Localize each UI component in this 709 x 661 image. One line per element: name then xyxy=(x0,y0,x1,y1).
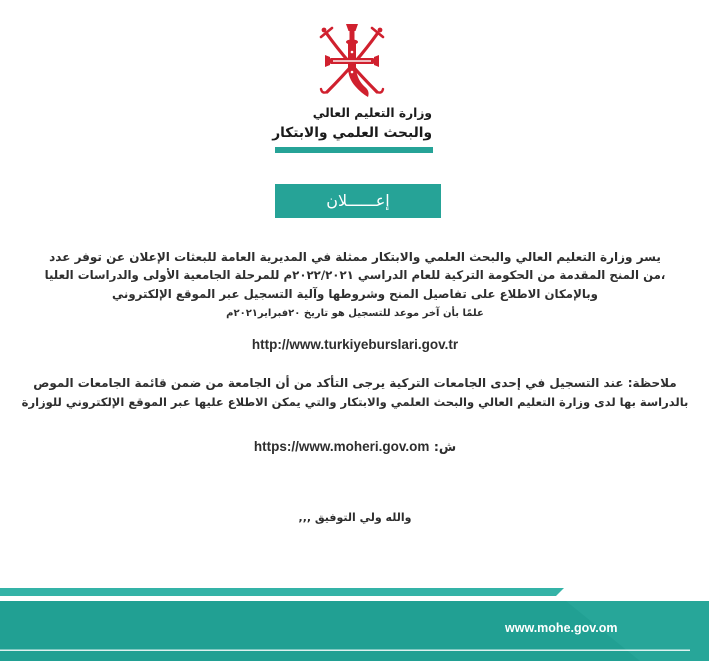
announcement-title-banner xyxy=(275,184,441,218)
ministry-site-prefix: ش: xyxy=(433,439,457,454)
ministry-site-url: https://www.moheri.gov.om xyxy=(253,439,430,454)
scholarship-url: http://www.turkiyeburslari.gov.tr xyxy=(251,337,459,352)
body-line-2 xyxy=(20,266,690,284)
ministry-site-line xyxy=(20,438,690,456)
closing-line xyxy=(20,508,690,526)
ministry-site-group xyxy=(254,438,456,455)
ministry-name-line2: والبحث العلمي والابتكار xyxy=(272,125,432,141)
note-line-1 xyxy=(20,374,690,392)
oman-national-emblem-icon xyxy=(317,22,387,100)
note-text: بالدراسة بها لدى وزارة التعليم العالي والبحث العلمي والابتكار والتي يمكن الاطلاع عليها عبر الموقع الإلكتروني للوزارة xyxy=(21,395,689,409)
closing-text: والله ولي التوفيق ,,, xyxy=(298,511,412,524)
body-line-3 xyxy=(20,285,690,303)
body-text: وبالإمكان الاطلاع على تفاصيل المنح وشروطها وآلية التسجيل عبر الموقع الإلكتروني xyxy=(112,287,598,301)
body-line-1 xyxy=(20,248,690,266)
footer-top-stripe xyxy=(0,588,564,596)
deadline-text: علمًا بأن آخر موعد للتسجيل هو تاريخ ٢٠فبراير٢٠٢١م xyxy=(226,308,484,319)
header-underline-bar xyxy=(275,147,433,153)
note-text: ملاحظة: عند التسجيل في إحدى الجامعات التركية يرجى التأكد من أن الجامعة من ضمن قائمة الجامعات الموص xyxy=(33,376,677,390)
footer-website: www.mohe.gov.om xyxy=(505,621,618,635)
body-text: ،من المنح المقدمة من الحكومة التركية للعام الدراسي ٢٠٢٢/٢٠٢١م للمرحلة الجامعية الأولى والدراسات العليا xyxy=(44,268,666,282)
footer-divider-line xyxy=(0,650,690,652)
announcement-title: إعــــــلان xyxy=(326,191,390,210)
ministry-name-line1: وزارة التعليم العالي xyxy=(312,106,432,120)
scholarship-url-line xyxy=(20,336,690,354)
body-line-4 xyxy=(20,303,690,321)
body-text: يسر وزارة التعليم العالي والبحث العلمي والابتكار ممثلة في المديرية العامة للبعثات الإعلان عن توفر عدد xyxy=(49,250,661,264)
note-line-2 xyxy=(20,393,690,411)
